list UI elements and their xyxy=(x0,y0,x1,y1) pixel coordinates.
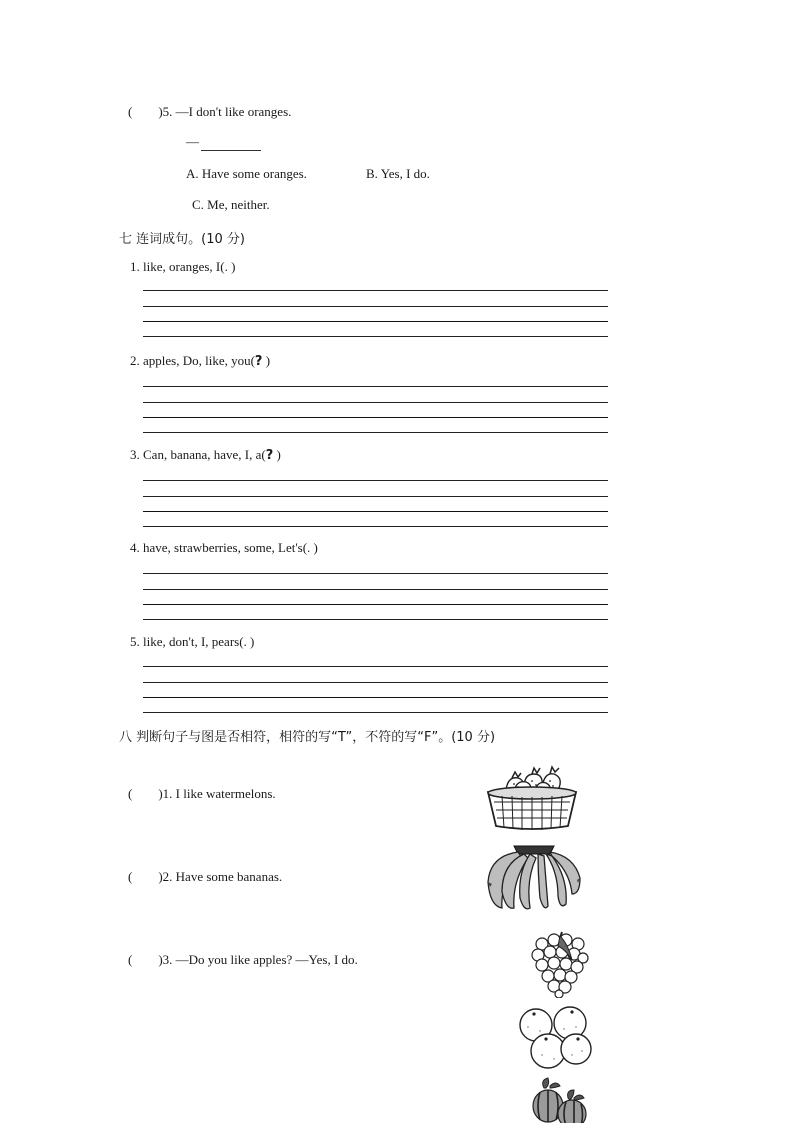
dash: — xyxy=(186,134,199,149)
s8-item-2-text: 2. Have some bananas. xyxy=(162,869,283,884)
question-mark: ? xyxy=(265,448,274,463)
question-text: 5. —I don't like oranges. xyxy=(162,104,292,119)
section-7-title: 七 连词成句。(10 分) xyxy=(119,232,245,247)
q5-line xyxy=(128,104,291,120)
answer-paren[interactable]: ( ) xyxy=(128,786,163,801)
oranges-image xyxy=(516,1005,594,1071)
answer-paren[interactable]: ( ) xyxy=(128,869,163,884)
watermelons-image xyxy=(528,1076,590,1123)
s7-item-3-close: ) xyxy=(273,447,281,462)
q5-blank-underline[interactable] xyxy=(201,150,261,151)
s7-item-2-words: 2. apples, Do, like, you( xyxy=(130,353,255,368)
banana-bunch-image xyxy=(484,842,584,914)
s8-item-2 xyxy=(128,869,282,885)
q5-option-c[interactable]: C. Me, neither. xyxy=(192,197,270,212)
s8-item-1-text: 1. I like watermelons. xyxy=(162,786,276,801)
q5-option-a[interactable]: A. Have some oranges. xyxy=(186,166,307,181)
s7-item-1: 1. like, oranges, I(. ) xyxy=(130,259,236,274)
section-8-title: 八 判断句子与图是否相符，相符的写“T”，不符的写“F”。(10 分) xyxy=(119,730,496,745)
s7-item-4: 4. have, strawberries, some, Let's(. ) xyxy=(130,540,318,555)
strawberry-basket-image xyxy=(484,762,580,832)
grapes-image xyxy=(528,930,590,998)
answer-paren[interactable]: ( ) xyxy=(128,104,163,119)
q5-option-b[interactable]: B. Yes, I do. xyxy=(366,166,430,181)
question-mark: ? xyxy=(254,354,263,369)
s7-item-3-words: 3. Can, banana, have, I, a( xyxy=(130,447,266,462)
s7-item-5: 5. like, don't, I, pears(. ) xyxy=(130,634,255,649)
s8-item-3-text: 3. —Do you like apples? —Yes, I do. xyxy=(162,952,358,967)
q5-answer-blank[interactable] xyxy=(186,134,199,150)
s8-item-3 xyxy=(128,952,358,968)
answer-paren[interactable]: ( ) xyxy=(128,952,163,967)
s7-item-2-close: ) xyxy=(262,353,271,368)
s7-item-3 xyxy=(130,447,281,463)
s7-item-2 xyxy=(130,353,270,369)
s8-item-1 xyxy=(128,786,276,802)
